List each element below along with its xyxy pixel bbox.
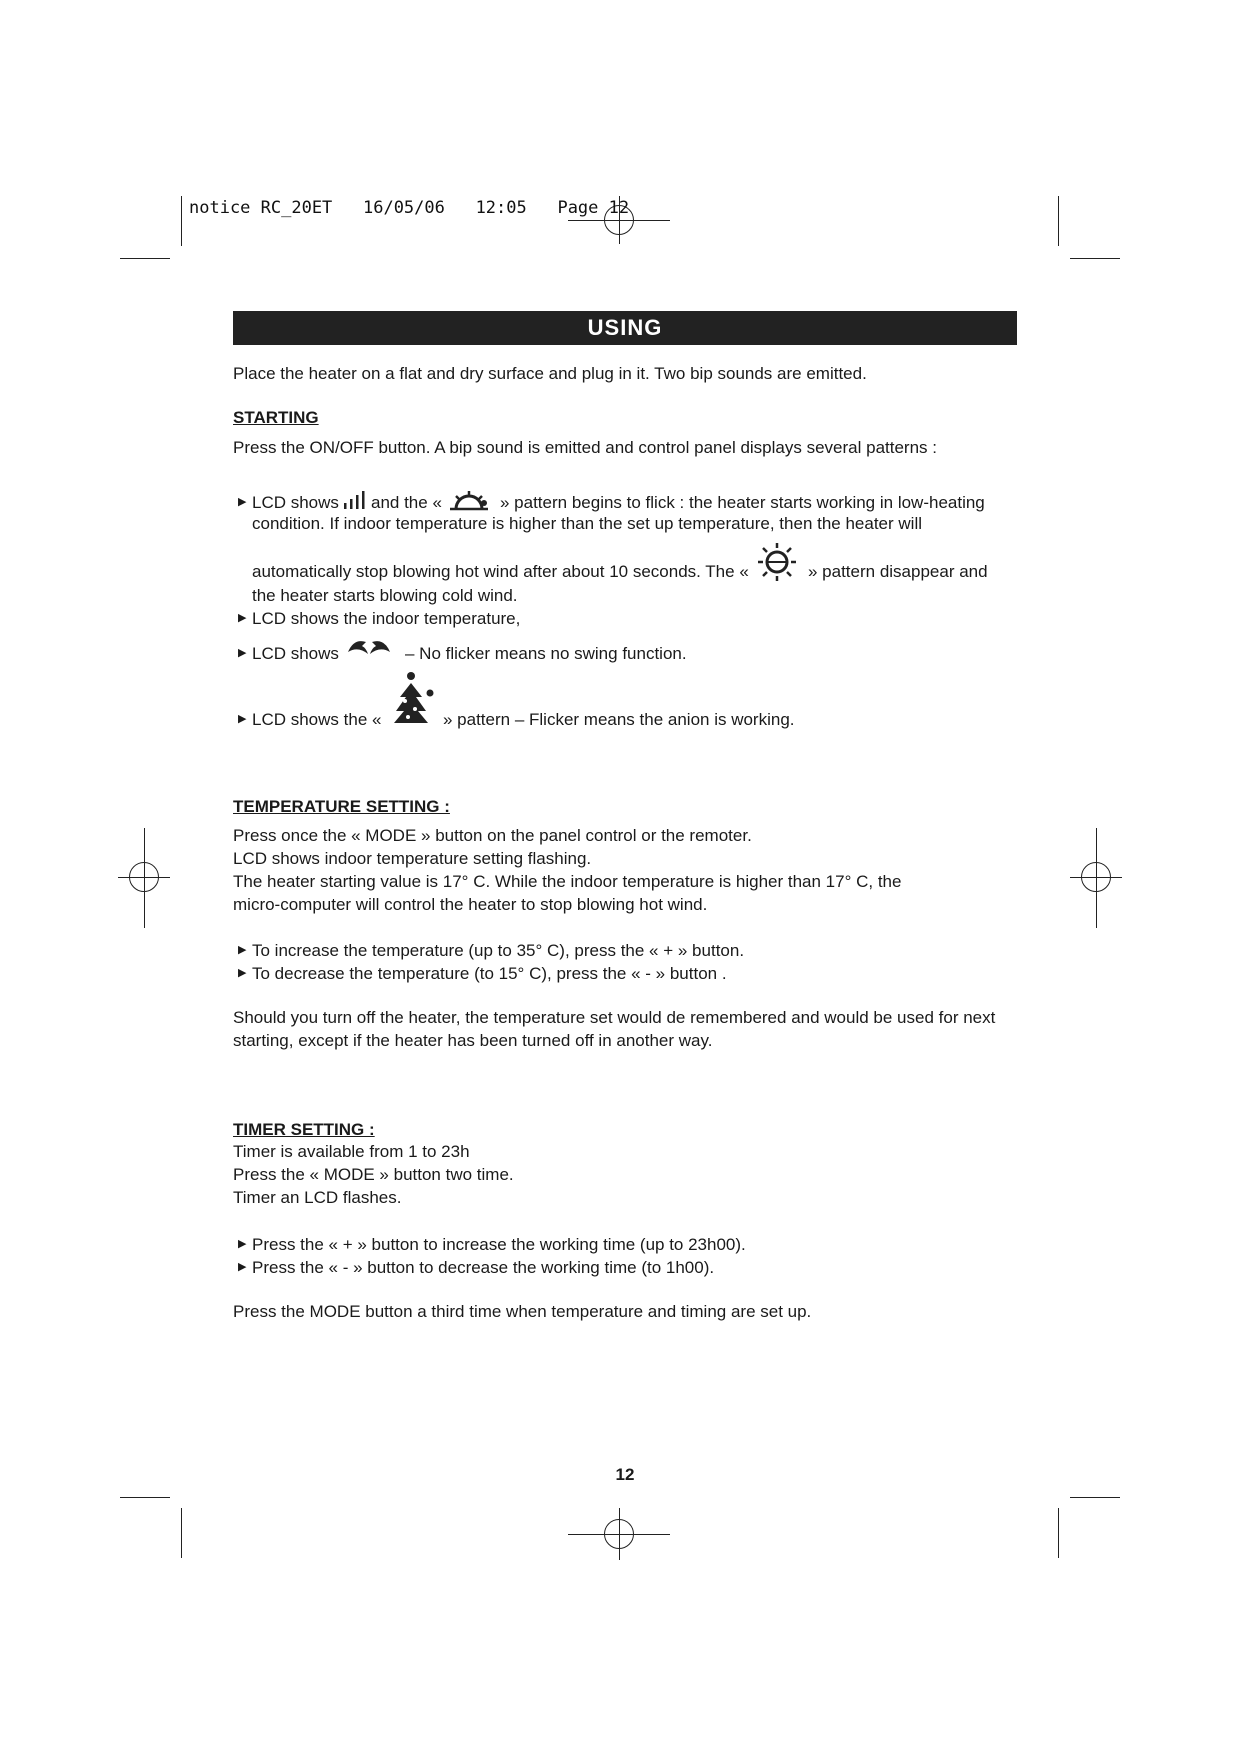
right-triangle-icon: ▶ <box>238 496 247 508</box>
crop-mark-tl-v <box>181 196 182 246</box>
starting-bullet4-b: » pattern – Flicker means the anion is working. <box>443 710 795 729</box>
temperature-line3: The heater starting value is 17° C. While the indoor temperature is higher than 17° C, the <box>233 872 902 891</box>
temperature-line4: micro-computer will control the heater to stop blowing hot wind. <box>233 895 708 914</box>
temperature-para2: starting, except if the heater has been turned off in another way. <box>233 1031 713 1050</box>
timer-heading: TIMER SETTING : <box>233 1120 375 1139</box>
temperature-line1: Press once the « MODE » button on the panel control or the remoter. <box>233 826 752 845</box>
crop-mark-br-h <box>1070 1497 1120 1498</box>
starting-bullet4-a: LCD shows the « <box>252 710 382 729</box>
heat-sun-icon <box>757 542 797 582</box>
timer-bullet1: Press the « + » button to increase the working time (up to 23h00). <box>252 1235 746 1254</box>
starting-bullet1-line4: the heater starts blowing cold wind. <box>252 586 518 605</box>
temperature-bullet1: To increase the temperature (up to 35° C), press the « + » button. <box>252 941 745 960</box>
crop-mark-tr-v <box>1058 196 1059 246</box>
right-triangle-icon: ▶ <box>238 967 247 979</box>
right-triangle-icon: ▶ <box>238 713 247 725</box>
crop-mark-br-v <box>1058 1508 1059 1558</box>
intro-text: Place the heater on a flat and dry surface and plug in it. Two bip sounds are emitted. <box>233 364 867 383</box>
right-triangle-icon: ▶ <box>238 1238 247 1250</box>
starting-bullet2: LCD shows the indoor temperature, <box>252 609 521 628</box>
starting-bullet3-b: – No flicker means no swing function. <box>405 644 687 663</box>
right-triangle-icon: ▶ <box>238 944 247 956</box>
temperature-heading: TEMPERATURE SETTING : <box>233 797 450 816</box>
timer-closing: Press the MODE button a third time when temperature and timing are set up. <box>233 1302 812 1321</box>
crop-mark-bl-v <box>181 1508 182 1558</box>
starting-bullet1-a: LCD shows <box>252 493 339 512</box>
temperature-line2: LCD shows indoor temperature setting flashing. <box>233 849 592 868</box>
anion-tree-icon <box>386 671 436 729</box>
temperature-bullet2: To decrease the temperature (to 15° C), press the « - » button . <box>252 964 727 983</box>
starting-bullet1-line3b: » pattern disappear and <box>808 562 988 581</box>
crop-mark-bl-h <box>120 1497 170 1498</box>
starting-bullet3-a: LCD shows <box>252 644 339 663</box>
temperature-para1: Should you turn off the heater, the temperature set would de remembered and would be used for next <box>233 1008 996 1027</box>
starting-bullet1-line2: condition. If indoor temperature is higher than the set up temperature, then the heater will <box>252 514 923 533</box>
right-triangle-icon: ▶ <box>238 1261 247 1273</box>
starting-heading: STARTING <box>233 408 319 427</box>
crop-mark-tr-h <box>1070 258 1120 259</box>
page-number: 12 <box>615 1465 635 1484</box>
timer-line2: Press the « MODE » button two time. <box>233 1165 514 1184</box>
right-triangle-icon: ▶ <box>238 612 247 624</box>
signal-bars-icon <box>342 491 366 511</box>
starting-bullet1-b: and the « <box>371 493 442 512</box>
timer-line1: Timer is available from 1 to 23h <box>233 1142 470 1161</box>
crop-mark-tl-h <box>120 258 170 259</box>
right-triangle-icon: ▶ <box>238 647 247 659</box>
section-title: USING <box>587 315 663 340</box>
section-title-bar <box>233 311 1017 345</box>
print-slug: notice RC_20ET 16/05/06 12:05 Page 12 <box>189 198 630 218</box>
swing-icon <box>346 634 392 658</box>
starting-bullet1-line3a: automatically stop blowing hot wind after about 10 seconds. The « <box>252 562 749 581</box>
low-heat-icon <box>448 489 490 513</box>
starting-bullet1-c: » pattern begins to flick : the heater starts working in low-heating <box>500 493 985 512</box>
timer-bullet2: Press the « - » button to decrease the working time (to 1h00). <box>252 1258 715 1277</box>
starting-intro: Press the ON/OFF button. A bip sound is emitted and control panel displays several patterns : <box>233 438 937 457</box>
timer-line3: Timer an LCD flashes. <box>233 1188 402 1207</box>
